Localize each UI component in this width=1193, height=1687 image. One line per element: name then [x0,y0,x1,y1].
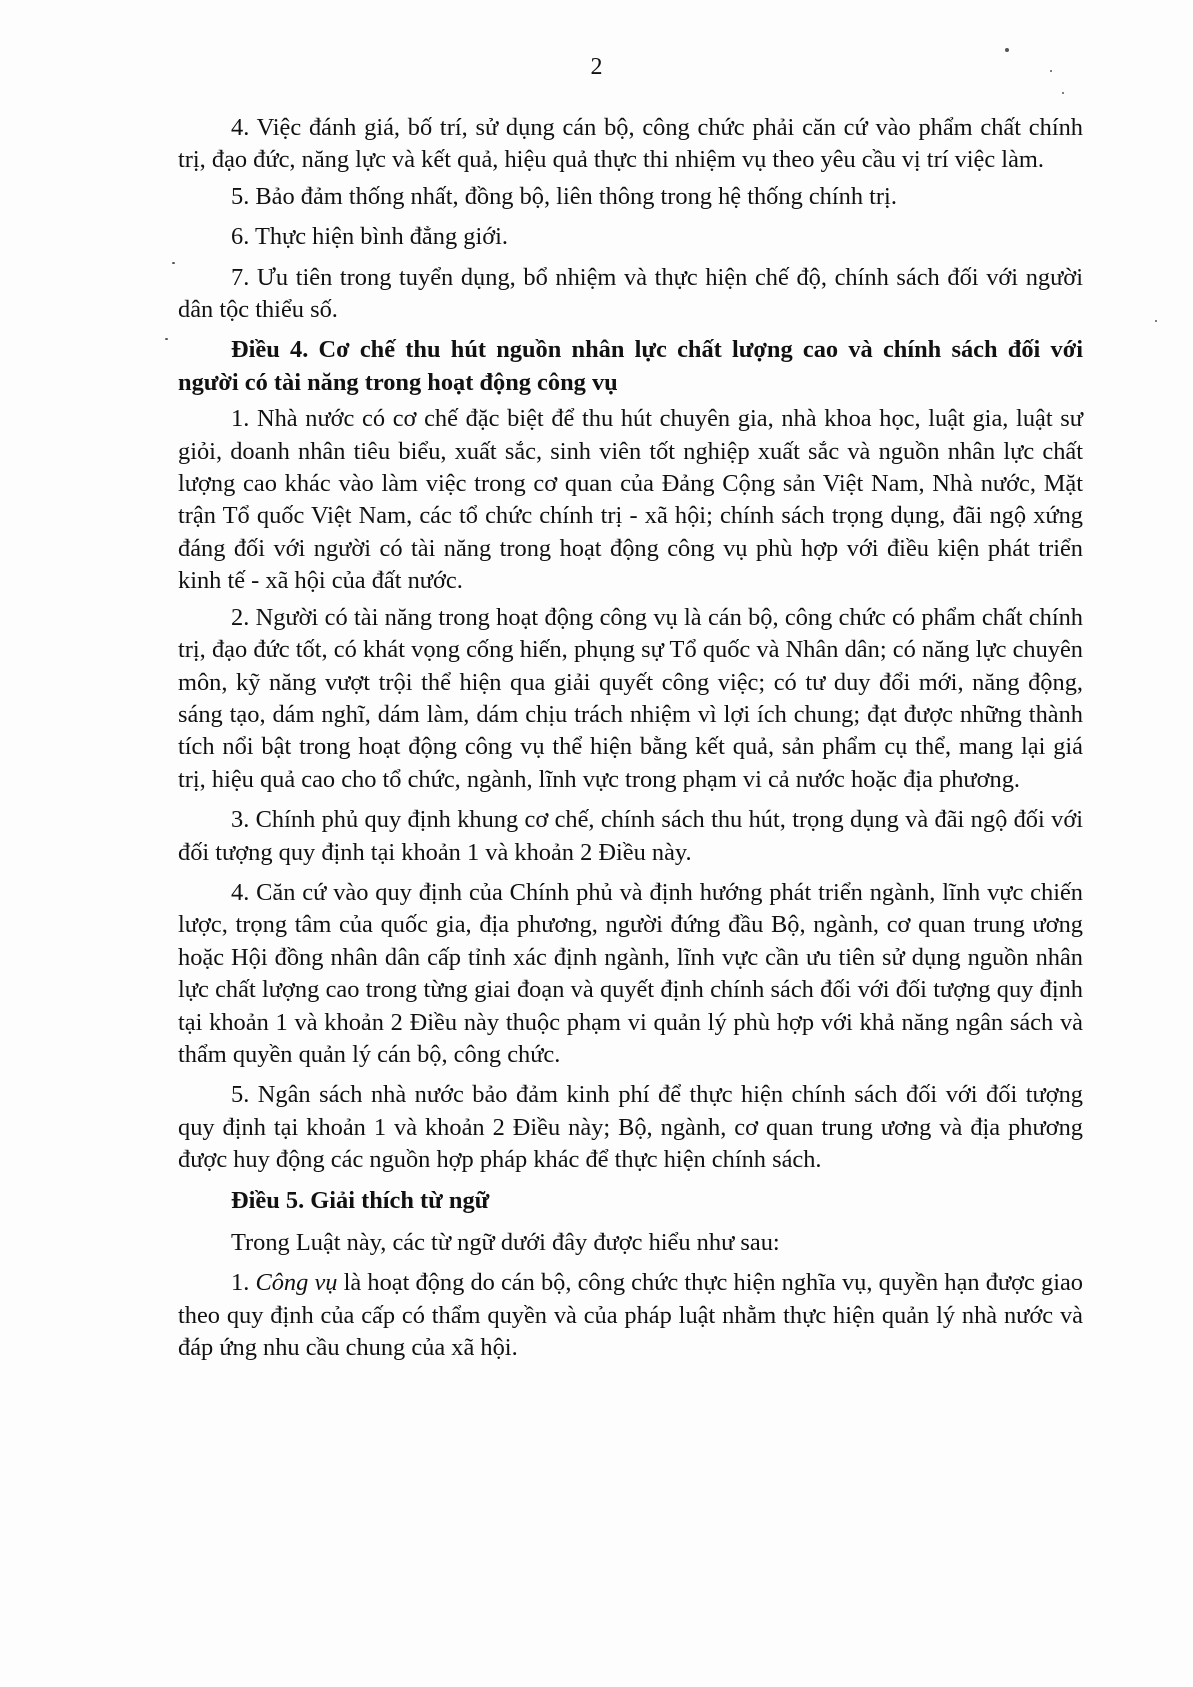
scan-speck [1155,320,1157,322]
article-4-heading: Điều 4. Cơ chế thu hút nguồn nhân lực chất lượng cao và chính sách đối với người có tài năng trong hoạt động công vụ [178,336,1083,396]
term-definition: là hoạt động do cán bộ, công chức thực hiện nghĩa vụ, quyền hạn được giao theo quy định của cấp có thẩm quyền và của pháp luật nhằm thực hiện quản lý nhà nước và đáp ứng nhu cầu chung của xã hội. [178,1269,1084,1362]
article-5-clause-1 [178,1267,1083,1364]
article-5-heading: Điều 5. Giải thích từ ngữ [231,1186,490,1214]
clause-number: 1. [231,1269,250,1297]
article-3-clause-4: 4. Việc đánh giá, bố trí, sử dụng cán bộ, công chức phải căn cứ vào phẩm chất chính trị, đạo đức, năng lực và kết quả, hiệu quả thực thi nhiệm vụ theo yêu cầu vị trí việc làm. [178,114,1083,174]
page-number: 2 [590,54,603,80]
article-4-clause-4: 4. Căn cứ vào quy định của Chính phủ và định hướng phát triển ngành, lĩnh vực chiến lược, trọng tâm của quốc gia, địa phương, người đứng đầu Bộ, ngành, cơ quan trung ương hoặc Hội đồng nhân dân cấp tỉnh xác định ngành, lĩnh vực cần ưu tiên sử dụng nguồn nhân lực chất lượng cao trong từng giai đoạn và quyết định chính sách đối với đối tượng quy định tại khoản 1 và khoản 2 Điều này thuộc phạm vi quản lý phù hợp với khả năng ngân sách và thẩm quyền quản lý cán bộ, công chức. [178,878,1083,1068]
article-3-clause-7: 7. Ưu tiên trong tuyển dụng, bổ nhiệm và thực hiện chế độ, chính sách đối với người dân tộc thiểu số. [178,263,1083,324]
defined-term: Công vụ [255,1269,338,1297]
article-4-clause-2: 2. Người có tài năng trong hoạt động công vụ là cán bộ, công chức có phẩm chất chính trị, đạo đức tốt, có khát vọng cống hiến, phụng sự Tổ quốc và Nhân dân; có năng lực chuyên môn, kỹ năng vượt trội thể hiện qua giải quyết công việc; có tư duy đổi mới, năng động, sáng tạo, dám nghĩ, dám làm, dám chịu trách nhiệm vì lợi ích chung; đạt được những thành tích nổi bật trong hoạt động công vụ thể hiện bằng kết quả, sản phẩm cụ thể, mang lại giá trị, hiệu quả cao cho tổ chức, ngành, lĩnh vực trong phạm vi cả nước hoặc địa phương. [178,603,1083,793]
scan-speck [1005,48,1009,52]
article-4-clause-3: 3. Chính phủ quy định khung cơ chế, chính sách thu hút, trọng dụng và đãi ngộ đối với đối tượng quy định tại khoản 1 và khoản 2 Điều này. [178,806,1083,866]
article-3-clause-5: 5. Bảo đảm thống nhất, đồng bộ, liên thông trong hệ thống chính trị. [231,182,897,210]
scan-speck [1062,92,1064,94]
document-body [178,112,1083,1369]
article-3-clause-6: 6. Thực hiện bình đẳng giới. [231,223,508,251]
scan-speck [165,338,168,340]
article-5-intro: Trong Luật này, các từ ngữ dưới đây được hiểu như sau: [231,1229,780,1256]
scan-speck [172,262,175,264]
article-4-clause-5: 5. Ngân sách nhà nước bảo đảm kinh phí để thực hiện chính sách đối với đối tượng quy định tại khoản 1 và khoản 2 Điều này; Bộ, ngành, cơ quan trung ương và địa phương được huy động các nguồn hợp pháp khác để thực hiện chính sách. [178,1081,1083,1174]
article-4-clause-1: 1. Nhà nước có cơ chế đặc biệt để thu hút chuyên gia, nhà khoa học, luật gia, luật sư giỏi, doanh nhân tiêu biểu, xuất sắc, sinh viên tốt nghiệp xuất sắc và nguồn nhân lực chất lượng cao khác vào làm việc trong cơ quan của Đảng Cộng sản Việt Nam, Nhà nước, Mặt trận Tổ quốc Việt Nam, các tổ chức chính trị - xã hội; chính sách trọng dụng, đãi ngộ xứng đáng đối với người có tài năng trong hoạt động công vụ phù hợp với điều kiện phát triển kinh tế - xã hội của đất nước. [178,405,1083,595]
